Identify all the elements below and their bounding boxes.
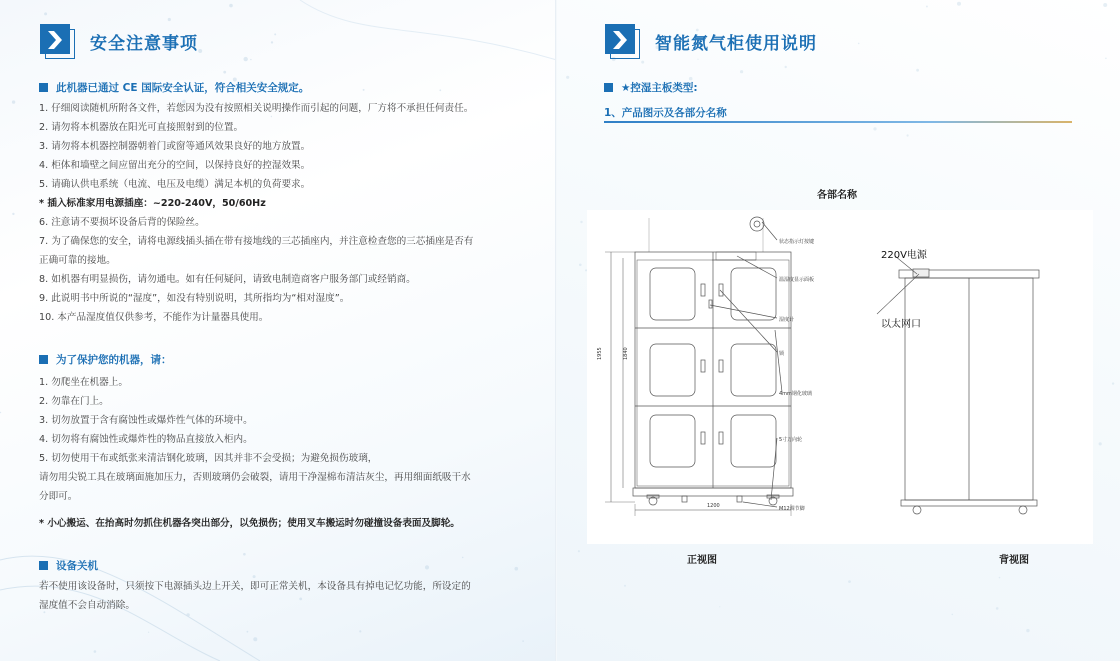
page-title: 安全注意事项 (90, 33, 198, 54)
square-bullet-icon (39, 355, 48, 364)
text-line: 3. 切勿放置于含有腐蚀性或爆炸性气体的环境中。 (39, 415, 253, 426)
callout-display-panel: 温湿度显示面板 (779, 277, 815, 283)
square-bullet-icon (604, 83, 613, 92)
right-header (605, 24, 817, 58)
text-line: 分即可。 (39, 491, 78, 502)
text-line: 9. 此说明书中所说的“湿度”，如没有特别说明，其所指均为“相对湿度”。 (39, 293, 350, 304)
callout-lock: 锁 (779, 351, 785, 357)
square-bullet-icon (39, 561, 48, 570)
section-heading-ce: 此机器已通过 CE 国际安全认证，符合相关安全规定。 (39, 80, 309, 95)
callout-wheel: 5寸万向轮 (779, 437, 803, 443)
text-line: 6. 注意请不要损坏设备后背的保险丝。 (39, 217, 205, 228)
text-line: 请勿用尖锐工具在玻璃面施加压力，否则玻璃仍会破裂，请用干净湿棉布清洁灰尘，再用细面纸吸干水 (39, 472, 471, 483)
text-line: 1. 勿爬坐在机器上。 (39, 377, 128, 388)
drawing-title: 各部名称 (817, 190, 857, 201)
text-line: 2. 勿靠在门上。 (39, 396, 109, 407)
section-heading-protect: 为了保护您的机器，请： (39, 352, 172, 367)
text-line: 正确可靠的接地。 (39, 255, 116, 266)
text-line: 4. 柜体和墙壁之间应留出充分的空间，以保持良好的控湿效果。 (39, 160, 311, 171)
section-heading-shutdown: 设备关机 (39, 558, 98, 573)
caption-front-view: 正视图 (687, 555, 717, 566)
page-title: 智能氮气柜使用说明 (655, 33, 817, 54)
text-line: 若不使用该设备时，只须按下电源插头边上开关，即可正常关机，本设备具有掉电记忆功能，所设定的 (39, 581, 471, 592)
handling-note: * 小心搬运、在抬高时勿抓住机器各突出部分，以免损伤；使用叉车搬运时勿碰撞设备表面及脚轮。 (39, 518, 460, 529)
text-line: 5. 切勿使用干布或纸张来清洁钢化玻璃，因其并非不会受损；为避免损伤玻璃， (39, 453, 378, 464)
svg-text:1200: 1200 (707, 503, 720, 509)
text-line: 湿度值不会自动消除。 (39, 600, 135, 611)
section-shutdown-lines (39, 577, 471, 615)
svg-text:1840: 1840 (623, 347, 629, 360)
square-bullet-icon (39, 83, 48, 92)
text-line: 4. 切勿将有腐蚀性或爆炸性的物品直接放入柜内。 (39, 434, 253, 445)
section-protect-lines (39, 373, 471, 506)
callout-hygrometer: 湿度计 (779, 317, 795, 323)
label-ethernet: 以太网口 (881, 319, 921, 330)
text-line: 7. 为了确保您的安全，请将电源线插头插在带有接地线的三芯插座内，并注意检查您的三芯插座是否有 (39, 236, 474, 247)
left-page (0, 0, 557, 661)
text-line: 3. 请勿将本机器控制器朝着门或窗等通风效果良好的地方放置。 (39, 141, 311, 152)
cabinet-drawing-svg (587, 210, 1093, 544)
callout-foot: M12调节脚 (779, 506, 805, 512)
text-line: * 插入标准家用电源插座：~220-240V，50/60Hz (39, 198, 266, 209)
text-line: 8. 如机器有明显损伤，请勿通电。如有任何疑问，请致电制造商客户服务部门或经销商。 (39, 274, 416, 285)
text-line: 10. 本产品湿度值仅供参考，不能作为计量器具使用。 (39, 312, 269, 323)
callout-glass: 4mm钢化玻璃 (779, 391, 812, 397)
cabinet-drawing (587, 210, 1093, 544)
chevron-logo-icon (605, 24, 639, 58)
subsection-title: 1、产品图示及各部分名称 (604, 107, 727, 119)
subsection-underline (604, 121, 1072, 123)
left-header (40, 24, 198, 58)
section-ce-lines (39, 99, 473, 327)
text-line: 1. 仔细阅读随机所附各文件，若您因为没有按照相关说明操作而引起的问题，厂方将不承担任何责任。 (39, 103, 474, 114)
svg-text:1955: 1955 (597, 347, 603, 360)
text-line: 5. 请确认供电系统（电流、电压及电缆）满足本机的负荷要求。 (39, 179, 311, 190)
chevron-logo-icon (40, 24, 74, 58)
text-line: 2. 请勿将本机器放在阳光可直接照射到的位置。 (39, 122, 244, 133)
right-page (557, 0, 1120, 661)
caption-back-view: 背视图 (999, 555, 1029, 566)
label-power: 220V电源 (881, 250, 927, 261)
section-heading-board: ★控湿主板类型: (604, 80, 698, 95)
callout-status-button: 状态指示灯按键 (779, 239, 815, 245)
